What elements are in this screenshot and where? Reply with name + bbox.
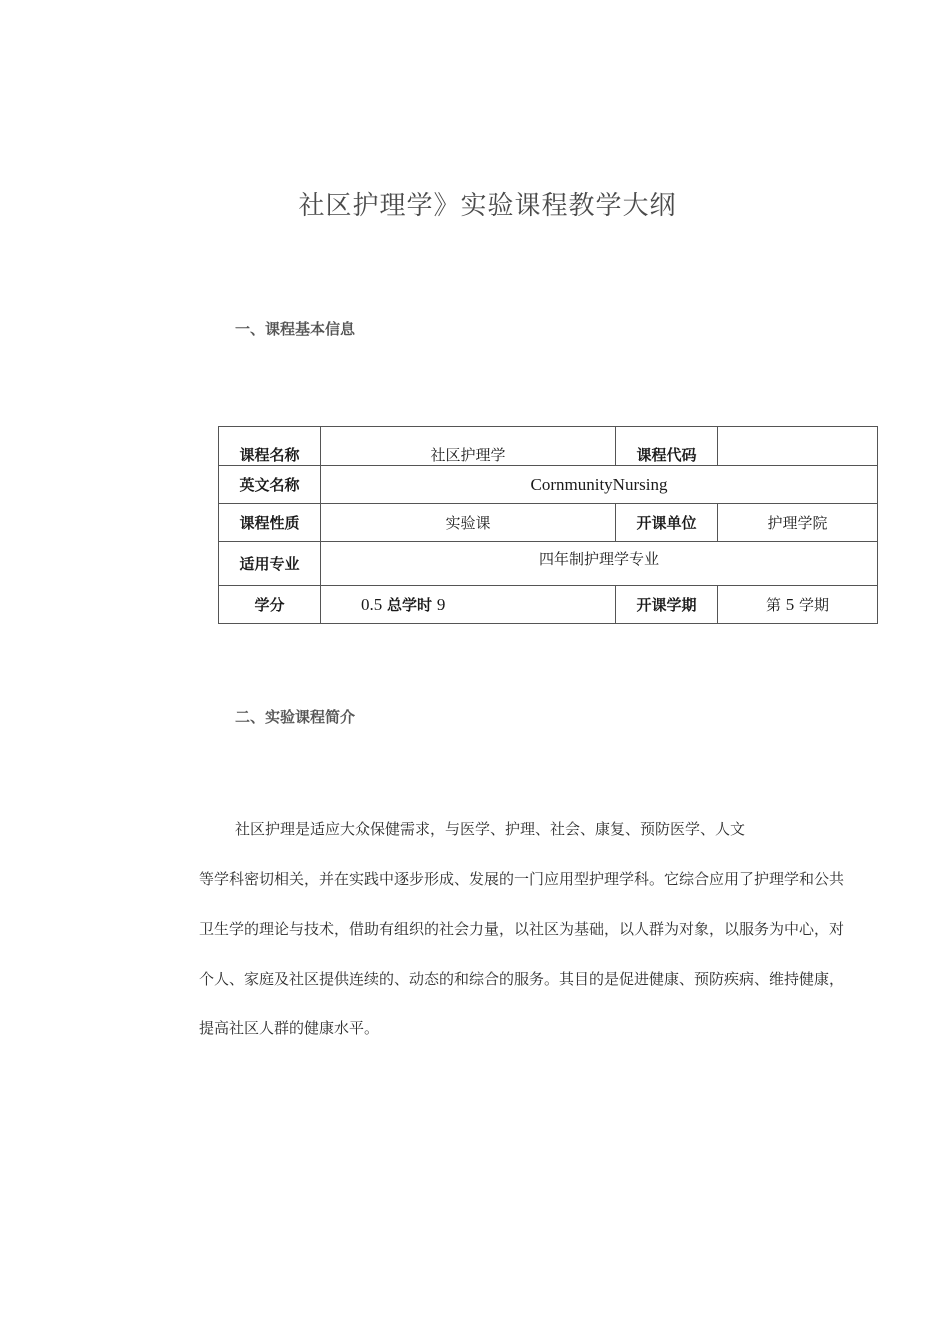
table-row bbox=[219, 504, 878, 542]
major-value: 四年制护理学专业 bbox=[321, 542, 878, 586]
course-code-value bbox=[718, 427, 878, 466]
section-heading-basic-info: 一、课程基本信息 bbox=[235, 320, 356, 338]
semester-label: 开课学期 bbox=[616, 586, 718, 624]
table-row bbox=[219, 427, 878, 466]
semester-prefix: 第 bbox=[765, 596, 781, 614]
paragraph-line: 提高社区人群的健康水平。 bbox=[199, 1019, 380, 1037]
course-name-value: 社区护理学 bbox=[321, 427, 616, 466]
english-name-label: 英文名称 bbox=[219, 466, 321, 504]
semester-number: 5 bbox=[785, 595, 795, 614]
course-info-table bbox=[218, 426, 878, 624]
paragraph-line: 卫生学的理论与技术，借助有组织的社会力量，以社区为基础，以人群为对象，以服务为中心，对 bbox=[199, 920, 845, 938]
credit-label: 学分 bbox=[219, 586, 321, 624]
credit-hours-cell bbox=[321, 586, 616, 624]
course-code-label: 课程代码 bbox=[616, 427, 718, 466]
major-label: 适用专业 bbox=[219, 542, 321, 586]
department-value: 护理学院 bbox=[718, 504, 878, 542]
table-row bbox=[219, 586, 878, 624]
total-hours-value: 9 bbox=[436, 595, 446, 614]
english-name-value: CornmunityNursing bbox=[321, 466, 878, 504]
table-row bbox=[219, 542, 878, 586]
total-hours-label: 总学时 bbox=[387, 596, 433, 614]
course-type-value: 实验课 bbox=[321, 504, 616, 542]
section-heading-intro: 二、实验课程简介 bbox=[235, 708, 356, 726]
table-row bbox=[219, 466, 878, 504]
paragraph-line: 个人、家庭及社区提供连续的、动态的和综合的服务。其目的是促进健康、预防疾病、维持健康， bbox=[199, 970, 845, 988]
semester-value bbox=[718, 586, 878, 624]
credit-value: 0.5 bbox=[361, 595, 383, 614]
paragraph-line: 等学科密切相关，并在实践中逐步形成、发展的一门应用型护理学科。它综合应用了护理学和公共 bbox=[199, 870, 845, 888]
department-label: 开课单位 bbox=[616, 504, 718, 542]
course-name-label: 课程名称 bbox=[219, 427, 321, 466]
document-title: 社区护理学》实验课程教学大纲 bbox=[298, 191, 677, 221]
paragraph-line: 社区护理是适应大众保健需求，与医学、护理、社会、康复、预防医学、人文 bbox=[235, 820, 746, 838]
course-type-label: 课程性质 bbox=[219, 504, 321, 542]
semester-suffix: 学期 bbox=[799, 596, 830, 614]
